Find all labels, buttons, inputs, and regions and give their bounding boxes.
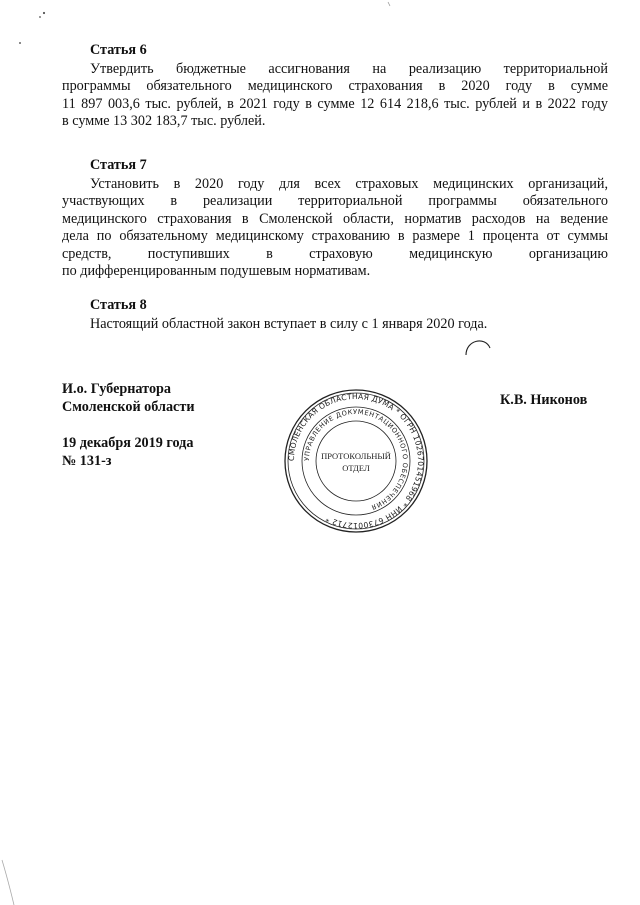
law-date-block bbox=[62, 434, 193, 470]
article-6-title: Статья 6 bbox=[90, 42, 147, 58]
official-stamp bbox=[283, 388, 429, 534]
article-6-body bbox=[62, 61, 608, 131]
text-line: программы обязательного медицинского страхования в 2020 году в сумме bbox=[62, 78, 608, 94]
text-line: средств, поступивших в страховую медицинскую организацию bbox=[62, 245, 608, 262]
article-8 bbox=[62, 297, 608, 333]
text-line: 11 897 003,6 тыс. рублей, в 2021 году в сумме 12 614 218,6 тыс. рублей и в 2022 году bbox=[62, 95, 608, 112]
text-line: Настоящий областной закон вступает в силу с 1 января 2020 года. bbox=[90, 315, 488, 332]
article-8-body bbox=[62, 316, 608, 334]
text-line: медицинского страхования в Смоленской области, норматив расходов на ведение bbox=[62, 210, 608, 227]
stamp-center-line1: ПРОТОКОЛЬНЫЙ bbox=[321, 451, 391, 461]
text-line: Утвердить бюджетные ассигнования на реализацию территориальной bbox=[90, 60, 608, 77]
text-line: Установить в 2020 году для всех страховых медицинских организаций, bbox=[90, 175, 608, 192]
law-date: 19 декабря 2019 года bbox=[62, 435, 194, 451]
text-line: в сумме 13 302 183,7 тыс. рублей. bbox=[62, 113, 266, 129]
stamp-center-line2: ОТДЕЛ bbox=[342, 463, 370, 473]
article-7-body bbox=[62, 176, 608, 281]
signatory-name: К.В. Никонов bbox=[500, 392, 588, 408]
article-7-title: Статья 7 bbox=[90, 157, 147, 173]
article-8-title: Статья 8 bbox=[90, 297, 147, 313]
position-line: И.о. Губернатора bbox=[62, 381, 172, 397]
text-line: участвующих в реализации территориальной программы обязательного bbox=[62, 193, 608, 209]
stamp-outer-text: СМОЛЕНСКАЯ ОБЛАСТНАЯ ДУМА * ОГРН 1026701451968 * ИНН 6730012712 * bbox=[286, 391, 426, 531]
article-7 bbox=[62, 157, 608, 281]
text-line: по дифференцированным подушевым нормативам. bbox=[62, 263, 371, 279]
signatory-position bbox=[62, 380, 195, 416]
law-number: № 131-з bbox=[62, 453, 112, 469]
position-line: Смоленской области bbox=[62, 399, 195, 415]
article-6 bbox=[62, 42, 608, 131]
stamp-inner-text: УПРАВЛЕНИЕ ДОКУМЕНТАЦИОННОГО ОБЕСПЕЧЕНИЯ bbox=[302, 407, 410, 512]
text-line: дела по обязательному медицинскому страхованию в размере 1 процента от суммы bbox=[62, 228, 608, 244]
